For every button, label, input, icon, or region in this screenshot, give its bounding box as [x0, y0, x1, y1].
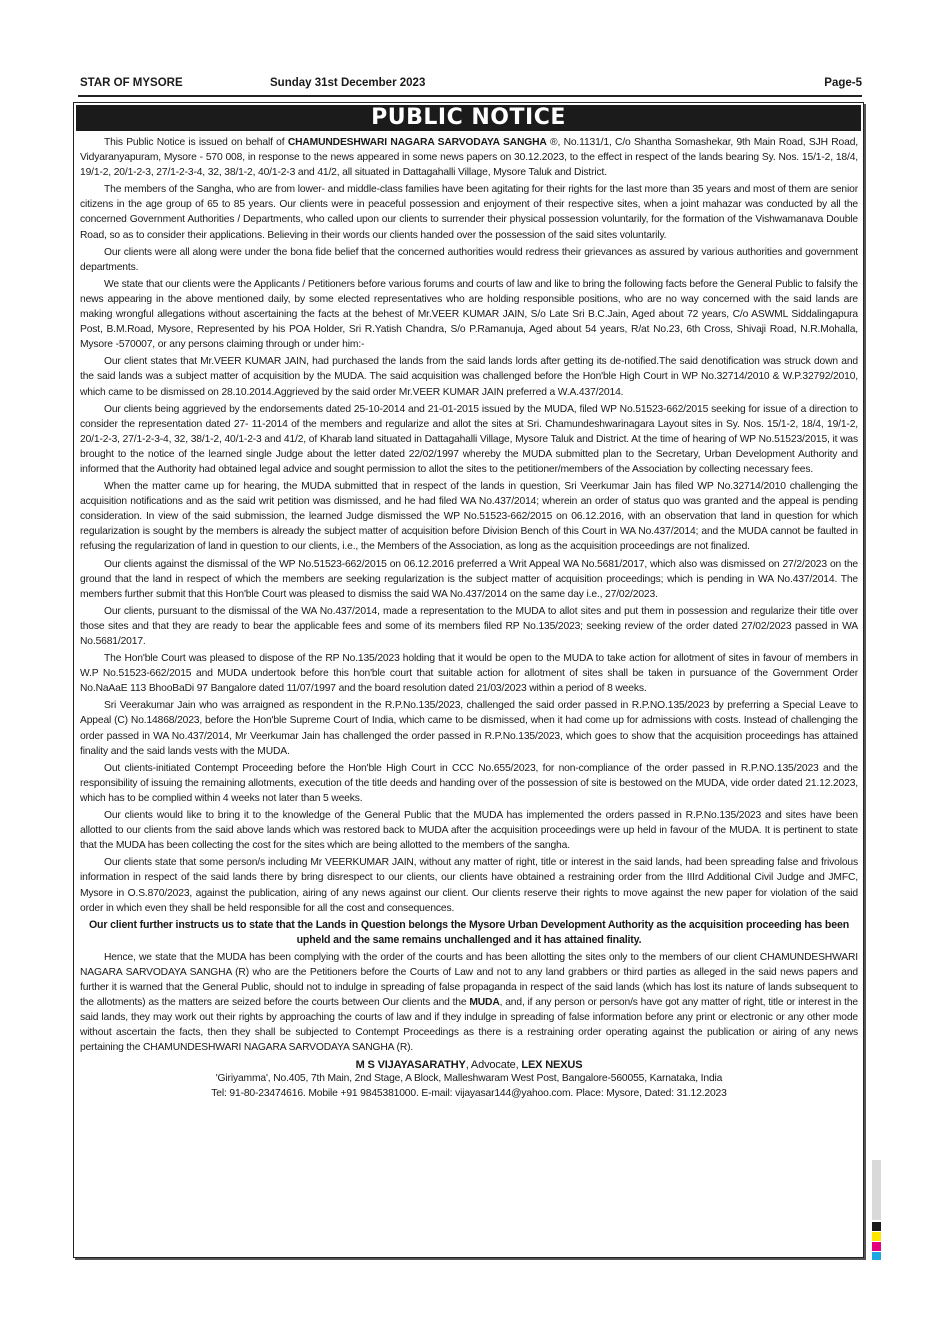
text-segment: Our clients would like to bring it to the knowledge of the General Public that the MUDA has implemented the orders passed in R.P.No.135/2023 and sites have been allotted to our clients from the said above lands which was restored back to MUDA after the acquisition proceedings were up held in favour of the MUDA. It is pertinent to state that the MUDA has been collecting the cost for the sites which are being allotted to the members of the sangha. — [80, 810, 858, 852]
paragraph — [80, 698, 858, 758]
text-segment: Our clients were all along were under the bona fide belief that the concerned authorities would redress their grievances as assured by various authorities and government departments. — [80, 246, 858, 273]
signatory — [80, 1058, 858, 1073]
text-segment: Out clients-initiated Contempt Proceeding before the Hon'ble High Court in CCC No.655/2023, for non-compliance of the order passed in R.P.NO.135/2023 and the responsibility of issuing the remaining allotments, execution of the title deeds and handing over of the possession of site is bestowed on the MUDA, vide order dated 21.12.2023, which has to be complied within 4 weeks not later than 5 weeks. — [80, 762, 858, 804]
text-segment: Our clients state that some person/s including Mr VEERKUMAR JAIN, without any matter of right, title or interest in the said lands, had been spreading false and frivolous information in respect of the said lands there by bring disrespect to our clients, our clients have obtained a restraining order from the IIIrd Additional Civil Judge and JMFC, Mysore in O.S.870/2023, against the publication, airing of any news against our client. Our clients reserve their rights to move against the new paper for violation of the said order in which even they shall be held responsible for all the cost and consequences. — [80, 857, 858, 914]
masthead — [80, 77, 862, 93]
paragraph — [80, 135, 858, 180]
signature-block — [80, 1058, 858, 1102]
page-number: Page-5 — [824, 77, 862, 89]
registration-mark — [872, 1232, 881, 1241]
paragraph — [80, 651, 858, 696]
closing-paragraph — [80, 950, 858, 1056]
paragraph — [80, 808, 858, 853]
text-segment: , and, if any person or person/s have got any matter of right, title or interest in the said lands, they may work out their rights by approaching the courts of law and if they indulge in spreading of false information before any print or electronic or any other mode without ascertain the facts, then they shall be subjected to Contempt Proceedings as there is a restraining order operating against the publication or airing of any news pertaining the CHAMUNDESHWARI NAGARA SARVODAYA SANGHA (R). — [80, 997, 858, 1054]
text-segment: The members of the Sangha, who are from lower- and middle-class families have been agitating for their rights for the last more than 35 years and most of them are senior citizens in the age group of 65 to 85 years. Our clients were in peaceful possession and enjoyment of their respective sites, when a joint mahazar was conducted by all the concerned Government Authorities / Departments, who called upon our clients to surrender their physical possession voluntarily, for the formation of the Vishwamanava Double Road, so as to consider their applications. Believing in their words our clients handed over the possession of the said sites voluntarily. — [80, 184, 858, 241]
paragraph — [80, 354, 858, 399]
paragraph — [80, 479, 858, 554]
text-segment: Our clients being aggrieved by the endorsements dated 25-10-2014 and 21-01-2015 issued by the MUDA, filed WP No.51523-662/2015 seeking for issue of a direction to consider the representation dated 27- 11-2014 of the members and regularize and allot the sites at Sri. Chamundeshwarinagara Layout sites in Sy. Nos. 15/1-2, 18/4, 19/1-2, 20/1-2-3, 27/1-2-3-4, 32, 38/1-2, 40/1-2-3 and 41/2, of Kharab land situated in Dattagahalli Village, Mysore Taluk and District. At the time of hearing of WP No.51523/2015, it was brought to the notice of the learned single Judge about the letter dated 22/02/1997 whereby the MUDA submitted plan to the Secretary, Urban Development Authority and informed that the Authority had obtained legal advice and sought permission to allot the sites to the petitioner/members of the Association by collecting necessary fees. — [80, 403, 858, 475]
text-segment: The Hon'ble Court was pleased to dispose of the RP No.135/2023 holding that it would be open to the MUDA to take action for allotment of sites in favour of members in W.P No.51523-662/2015 and MUDA undertook before this hon'ble court that suitable action for allotment of sites shall be taken in pursuance of the Government Order No.NaAaE 113 BhooBaDi 97 Bangalore dated 11/07/1997 and the board resolution dated 21/03/2023 within a period of 8 weeks. — [80, 653, 858, 695]
issue-date: Sunday 31st December 2023 — [270, 77, 426, 89]
registration-mark — [872, 1160, 881, 1220]
registration-mark — [872, 1242, 881, 1251]
text-segment: Our client states that Mr.VEER KUMAR JAIN, had purchased the lands from the said lands lords after getting its de-notified.The said denotification was struck down and the said lands was a subject matter of acquisition by the MUDA. The said acquisition was challenged before the Hon'ble High Court in WP No.32714/2010 & W.P.32792/2010, which came to be dismissed on 28.10.2014.Aggrieved by the said order Mr.VEER KUMAR JAIN preferred a W.A.437/2014. — [80, 356, 858, 398]
newspaper-name: STAR OF MYSORE — [80, 77, 183, 89]
text-segment: This Public Notice is issued on behalf of — [104, 137, 288, 148]
text-segment: When the matter came up for hearing, the MUDA submitted that in respect of the lands in question, Sri Veerkumar Jain has filed WP No.32714/2010 challenging the acquisition notifications and as the said writ petition was dismissed, and he had filed WA No.437/2014; wherein an order of status quo was granted and the appeal is pending consideration. In view of the said submission, the learned Judge dismissed the WP No.51523-662/2015 on 06.12.2016, with an observation that land in question for which regularization is sought by the members is already the subject matter of acquisition before Division Bench of this Court in WA No.437/2014; and the MUDA cannot be faulted in refusing the regularization of land in question to our clients, i.e., the Members of the Association, as long as the acquisition proceedings are not finalized. — [80, 481, 858, 553]
address: 'Giriyamma', No.405, 7th Main, 2nd Stage, A Block, Malleshwaram West Post, Bangalore-560055, Karnataka, India — [215, 1073, 723, 1085]
paragraph — [80, 182, 858, 242]
text-segment: ®, No.1131/1, C/o Shantha Somashekar, 9th Main Road, SJH Road, Vidyaranyapuram, Mysore - 570 008, in response to the news appeared in some news papers on 30.12.2023, to the effect in respect of the lands bearing Sy. Nos. 15/1-2, 18/4, 19/1-2, 20/1-2-3, 27/1-2-3-4, 32, 38/1-2, 40/1-2-3 and 41/2, all situated in Dattagahalli Village, Mysore Taluk and District. — [80, 137, 858, 179]
paragraph — [80, 277, 858, 352]
text-segment: Our clients against the dismissal of the WP No.51523-662/2015 on 06.12.2016 preferred a Writ Appeal WA No.5681/2017, which also was dismissed on 27/2/2023 on the ground that the land in respect of which the members are seeking regularization is the subject matter of acquisition proceedings; which is pending in WA No.437/2014. The members further submit that this Hon'ble Court was pleased to dismiss the said WA No.437/2014 on the same day i.e., 27/02/2023. — [80, 558, 858, 600]
paragraph — [80, 402, 858, 477]
notice-box — [73, 102, 864, 1258]
text-segment: Sri Veerakumar Jain who was arraigned as respondent in the R.P.No.135/2023, challenged the said order passed in R.P.NO.135/2023 by preferring a Special Leave to Appeal (C) No.14868/2023, before the Hon'ble Supreme Court of India, which came to be dismissed, when it had come up for admissions with costs. Instead of challenging the order passed in WA No.437/2014, Mr Veerkumar Jain has challenged the order passed in R.P.No.135/2023, which goes to show that the acquisition proceedings has attained finality and the said lands vests with the MUDA. — [80, 700, 858, 757]
text-segment: Our clients, pursuant to the dismissal of the WA No.437/2014, made a representation to the MUDA to allot sites and put them in possession and regularize their title over those sites and that they are ready to bear the applicable fees and some of its members filed RP No.135/2023; seeking review of the order dated 27/02/2023 passed in WA No.5681/2017. — [80, 605, 858, 647]
emphasis-paragraph: Our client further instructs us to state that the Lands in Question belongs the Mysore Urban Development Authority as the acquisition proceeding has been upheld and the same remains unchallenged and it has attained finality. — [88, 918, 850, 946]
notice-title: PUBLIC NOTICE — [76, 105, 861, 131]
signatory-role: , Advocate, — [465, 1058, 522, 1071]
paragraph — [80, 761, 858, 806]
paragraph — [80, 604, 858, 649]
text-segment: Hence, we state that the MUDA has been complying with the order of the courts and has been allotting the sites only to the members of our client CHAMUNDESHWARI NAGARA SARVODAYA SANGHA (R) who are the Petitioners before the Courts of Law and not to any land grabbers or third parties as alleged in the said news papers and further it is warned that the General Public, should not to indulge in spreading of false propaganda in respect of the said lands (which has lost its nature of lands subsequent to the allotments) as the matters are seized before the courts between Our clients and the — [80, 951, 858, 1009]
text-segment: We state that our clients were the Applicants / Petitioners before various forums and courts of law and like to bring the following facts before the General Public to falsify the news appearing in the above mentioned daily, by some elected representatives who are holding responsible positions, who are no way concerned with the said lands are making wrongful allegations without ascertaining the facts at the behest of Mr.VEER KUMAR JAIN, S/o Late Sri B.C.Jain, Aged about 72 years, C/o ASWML Siddalingapura Post, B.M.Road, Mysore, Represented by his POA Holder, Sri R.Yatish Chandra, S/o P.Ramanuja, Aged about 54 years, R/at No.23, 6th Cross, Shivaji Road, N.R.Mohalla, Mysore -570007, or any persons claiming through or under him:- — [80, 278, 858, 351]
contact-details: Tel: 91-80-23474616. Mobile +91 9845381000. E-mail: vijayasar144@yahoo.com. Place: Mysore, Dated: 31.12.2023 — [211, 1087, 727, 1099]
bold-text: MUDA — [469, 997, 500, 1009]
bold-text: CHAMUNDESHWARI NAGARA SARVODAYA SANGHA — [287, 137, 547, 148]
notice-body — [74, 131, 863, 1101]
registration-mark — [872, 1252, 881, 1260]
registration-mark — [872, 1222, 881, 1231]
firm-name: LEX NEXUS — [521, 1058, 583, 1071]
header-rule — [78, 95, 862, 97]
paragraph — [80, 557, 858, 602]
paragraph — [80, 855, 858, 915]
signatory-name: M S VIJAYASARATHY — [355, 1058, 466, 1071]
paragraph — [80, 245, 858, 275]
